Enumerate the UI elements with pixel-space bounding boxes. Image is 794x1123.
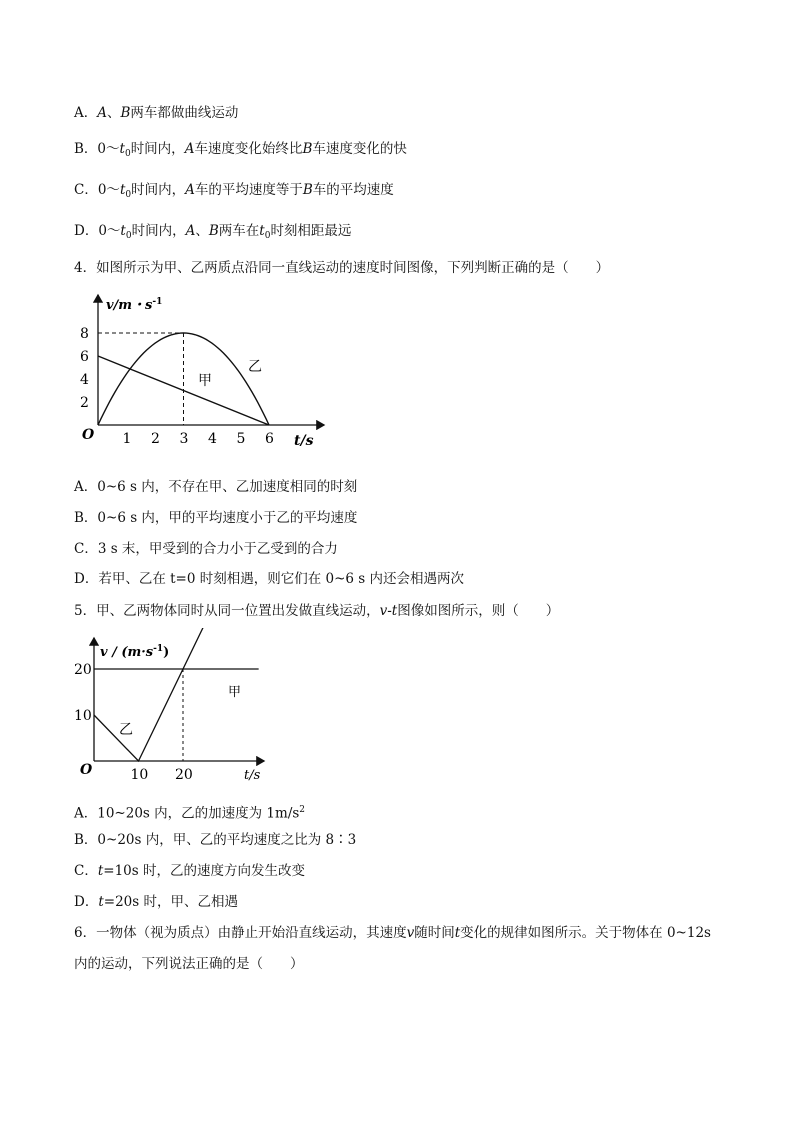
q5-y-axis-label: $v / (m\cdot s^{-1})$ [100, 644, 170, 660]
q3-option-a: A．A、B两车都做曲线运动 [74, 105, 239, 121]
q5-y-tick-label: 20 [74, 662, 92, 678]
q4-x-axis-label: t/s [294, 433, 314, 449]
q4-option-d: D．若甲、乙在 t=0 时刻相遇，则它们在 0~6 s 内还会相遇两次 [74, 571, 465, 587]
q5-option-a: A．10~20s 内，乙的加速度为 $1m/s^2$ [74, 805, 306, 822]
q4-label-yi: 乙 [248, 359, 262, 375]
q4-y-tick-label: 6 [80, 349, 89, 365]
q4-x-ticks [123, 431, 275, 447]
q3-option-d: D．$0\sim t_0$时间内，A、B两车在$t_0$时刻相距最远 [74, 223, 352, 241]
q5-label-jia: 甲 [228, 685, 242, 700]
q4-label-jia: 甲 [198, 373, 212, 389]
q4-option-c: C．3 s 末，甲受到的合力小于乙受到的合力 [74, 541, 338, 557]
q4-y-tick-label: 8 [80, 326, 89, 342]
q4-y-axis-label: v/m・$s^{-1}$ [106, 297, 163, 313]
q4-y-ticks [80, 326, 89, 411]
q5-vt-graph [74, 628, 274, 784]
q6-stem-line1: 6．一物体（视为质点）由静止开始沿直线运动，其速度v随时间t变化的规律如图所示。关于物体在 0~12s [74, 925, 711, 941]
q5-stem: 5．甲、乙两物体同时从同一位置出发做直线运动，v-t图像如图所示，则（ ） [74, 603, 560, 619]
q5-origin: O [80, 762, 93, 778]
q3-option-b: B．$0\sim t_0$时间内，A车速度变化始终比B车速度变化的快 [74, 141, 407, 159]
q4-option-a: A．0~6 s 内，不存在甲、乙加速度相同的时刻 [74, 479, 358, 495]
q4-y-tick-label: 4 [80, 372, 89, 388]
q6-stem-line2: 内的运动，下列说法正确的是（ ） [74, 956, 304, 972]
q4-option-b: B．0~6 s 内，甲的平均速度小于乙的平均速度 [74, 510, 358, 526]
q5-x-tick-label: 20 [175, 767, 193, 783]
series-jia-line [98, 356, 269, 425]
q5-label-yi: 乙 [119, 722, 133, 738]
q4-x-tick-label: 5 [236, 431, 246, 447]
q4-vt-graph [74, 285, 334, 453]
q4-x-tick-label: 2 [151, 431, 160, 447]
q4-x-tick-label: 1 [122, 431, 132, 447]
q4-origin: O [82, 427, 95, 443]
q3-option-c: C．$0\sim t_0$时间内，A车的平均速度等于B车的平均速度 [74, 182, 394, 200]
q4-x-tick-label: 4 [208, 431, 217, 447]
q5-x-ticks [131, 767, 193, 783]
q4-x-tick-label: 3 [179, 431, 189, 447]
q5-x-tick-label: 10 [130, 767, 149, 783]
q5-option-c: C．t=10s 时，乙的速度方向发生改变 [74, 863, 305, 879]
q4-y-tick-label: 2 [80, 395, 89, 411]
q5-option-b: B．0~20s 内，甲、乙的平均速度之比为 8∶3 [74, 832, 357, 848]
q5-y-tick-label: 10 [74, 708, 92, 724]
q5-y-ticks [74, 662, 92, 724]
q5-option-d: D．t=20s 时，甲、乙相遇 [74, 894, 238, 910]
q4-x-tick-label: 6 [265, 431, 274, 447]
q5-x-axis-label: t/s [244, 768, 261, 783]
q4-stem: 4．如图所示为甲、乙两质点沿同一直线运动的速度时间图像，下列判断正确的是（ ） [74, 260, 610, 276]
